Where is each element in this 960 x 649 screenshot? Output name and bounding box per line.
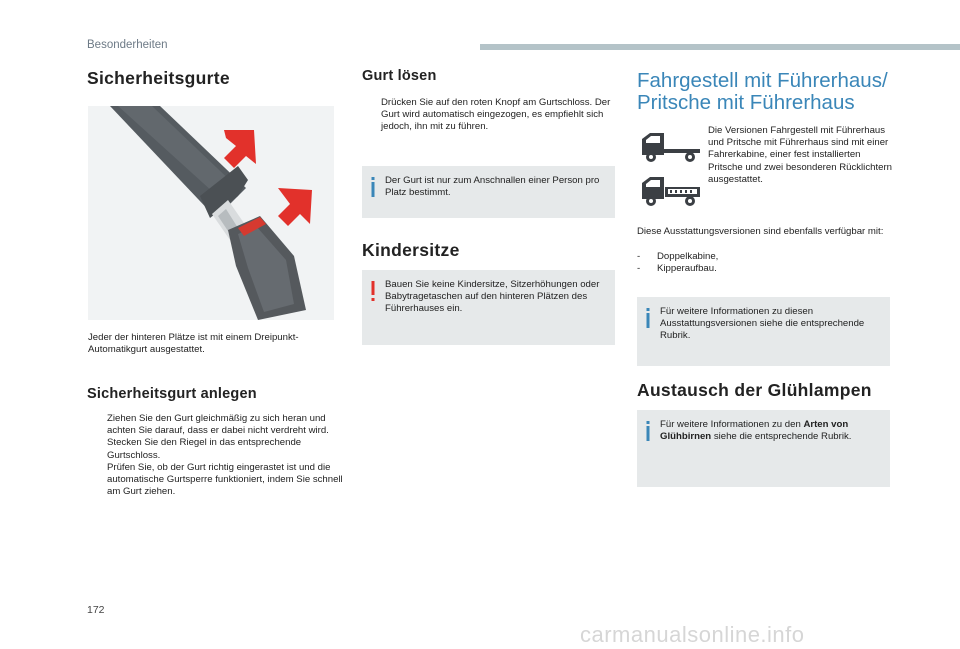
info-note-gurt: Der Gurt ist nur zum Anschnallen einer Person pro Platz bestimmt. [362,166,615,218]
warning-note-kindersitze: Bauen Sie keine Kindersitze, Sitzerhöhungen oder Babytragetaschen auf den hinteren Plätzen des Führerhauses ein. [362,270,615,345]
title-sicherheitsgurte: Sicherheitsgurte [87,68,230,88]
list-item: - Doppelkabine, [637,251,719,262]
seatbelt-illustration [88,106,334,320]
list-item: Stecken Sie den Riegel in das entsprechende Gurtschloss. [88,437,345,461]
info-note-bulbs: Für weitere Informationen zu den Arten von Glühbirnen siehe die entsprechende Rubrik. [637,410,890,487]
title-gluehlampen: Austausch der Glühlampen [637,380,872,400]
list-item: Ziehen Sie den Gurt gleichmäßig zu sich heran und achten Sie darauf, dass er dabei nicht verdreht wird. [88,413,345,437]
info-icon [368,177,378,197]
also-available-text: Diese Ausstattungsversionen sind ebenfalls verfügbar mit: [637,226,884,237]
title-gurt-anlegen: Sicherheitsgurt anlegen [87,386,257,402]
title-gurt-loesen: Gurt lösen [362,68,437,84]
title-line-2: Pritsche mit Führerhaus [637,91,855,114]
title-line-1: Fahrgestell mit Führerhaus/ [637,69,888,92]
bullet-icon [88,437,107,461]
bullet-icon [362,97,381,134]
title-fahrgestell [637,70,937,114]
bullet-icon [88,413,107,437]
section-label: Besonderheiten [87,39,168,51]
list-item: Drücken Sie auf den roten Knopf am Gurtschloss. Der Gurt wird automatisch eingezogen, es empfiehlt sich jedoch, ihn mit zu führen. [362,97,618,134]
bullet-icon [88,462,107,499]
info-icon [643,308,653,328]
loesen-steps [362,97,618,134]
anlegen-steps [88,413,345,498]
option-list [637,251,887,275]
info-icon [643,421,653,441]
list-item: Prüfen Sie, ob der Gurt richtig eingerastet ist und die automatische Gurtsperre funktioniert, indem Sie schnell am Gurt ziehen. [88,462,345,499]
info-note-versions: Für weitere Informationen zu diesen Ausstattungsversionen siehe die entsprechende Rubrik. [637,297,890,366]
seatbelt-image [88,106,334,320]
chassis-cab-truck-icon [640,131,702,165]
versions-text: Die Versionen Fahrgestell mit Führerhaus und Pritsche mit Führerhaus sind mit einer Fahrerkabine, einer fest installierten Pritsche und zwei besonderen Rücklichtern ausgestattet. [708,125,892,185]
warning-icon [368,281,378,301]
belt-caption: Jeder der hinteren Plätze ist mit einem Dreipunkt-Automatikgurt ausgestattet. [88,332,299,356]
header-bar [480,44,960,50]
page-number: 172 [87,604,105,616]
title-kindersitze: Kindersitze [362,240,460,260]
watermark: carmanualsonline.info [580,622,805,647]
platform-truck-icon [640,175,702,209]
bulb-types-link-text: Arten von Glühbirnen [660,419,849,443]
list-item: - Kipperaufbau. [637,263,717,275]
